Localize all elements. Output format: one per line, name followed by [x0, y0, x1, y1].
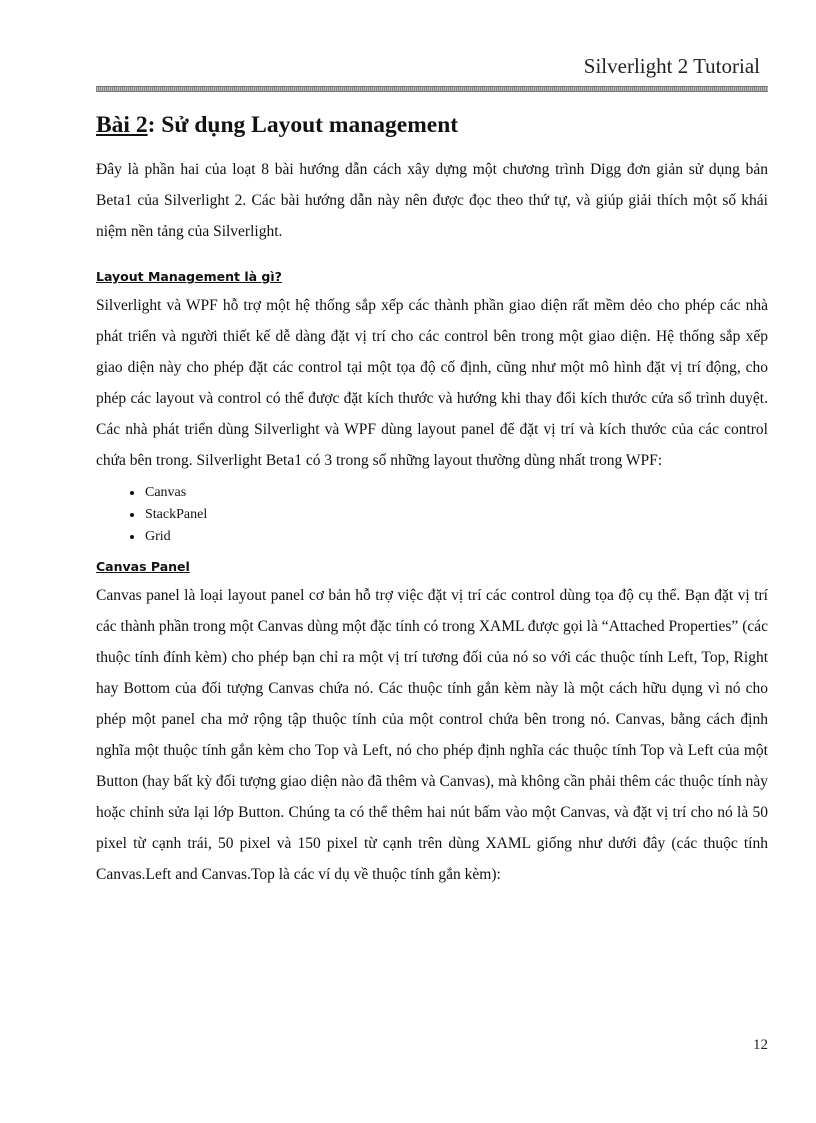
article-title-lesson: Bài 2 — [96, 112, 148, 138]
page-content — [96, 110, 768, 890]
intro-paragraph: Đây là phần hai của loạt 8 bài hướng dẫn cách xây dựng một chương trình Digg đơn giản sử dụng bản Beta1 của Silverlight 2. Các bài hướng dẫn này nên được đọc theo thứ tự, và giúp giải thích một số khái niệm nền tảng của Silverlight. — [96, 161, 768, 240]
article-title-rest: : Sử dụng Layout management — [147, 112, 459, 138]
layout-management-paragraph: Silverlight và WPF hỗ trợ một hệ thống sắp xếp các thành phần giao diện rất mềm dẻo cho phép các nhà phát triển và người thiết kế dễ dàng đặt vị trí cho các control bên trong một giao diện. Hệ thống sắp xếp giao diện này cho phép đặt các control tại một tọa độ cố định, cũng như một mô hình đặt vị trí động, cho phép các layout và control có thể được đặt kích thước và hướng khi thay đổi kích thước cửa sổ trình duyệt. Các nhà phát triển dùng Silverlight và WPF dùng layout panel để đặt vị trí và kích thước của các control chứa bên trong. Silverlight Beta1 có 3 trong số những layout thường dùng nhất trong WPF: — [96, 297, 768, 469]
section-heading-canvas-panel: Canvas Panel — [96, 559, 190, 574]
canvas-panel-paragraph: Canvas panel là loại layout panel cơ bản hỗ trợ việc đặt vị trí các control dùng tọa độ cụ thể. Bạn đặt vị trí các thành phần trong một Canvas dùng một đặc tính có trong XAML được gọi là “Attached Properties” (các thuộc tính đính kèm) cho phép bạn chỉ ra một vị trí tương đối của nó so với các thuộc tính Left, Top, Right hay Bottom của đối tượng Canvas chứa nó. Các thuộc tính gắn kèm này là một cách hữu dụng vì nó cho phép một panel cha mở rộng tập thuộc tính của một control chứa bên trong nó. Canvas, bằng cách định nghĩa một thuộc tính gắn kèm cho Top và Left, nó cho phép định nghĩa các thuộc tính Top và Left của một Button (hay bất kỳ đối tượng giao diện nào đã thêm và Canvas), mà không cần phải thêm các thuộc tính này hoặc chỉnh sửa lại lớp Button. Chúng ta có thể thêm hai nút bấm vào một Canvas, và đặt vị trí cho nó là 50 pixel từ cạnh trái, 50 pixel và 150 pixel từ cạnh trên dùng XAML giống như dưới đây (các thuộc tính Canvas.Left and Canvas.Top là các ví dụ về thuộc tính gắn kèm): — [96, 587, 768, 883]
layout-panel-list — [96, 482, 768, 548]
list-item: • StackPanel — [144, 504, 768, 526]
article-title — [96, 110, 768, 140]
list-item: • Grid — [144, 526, 768, 548]
list-item: • Canvas — [144, 482, 768, 504]
header-rule — [96, 86, 768, 92]
page-number: 12 — [753, 1037, 768, 1053]
section-heading-layout-management: Layout Management là gì? — [96, 269, 282, 284]
running-header: Silverlight 2 Tutorial — [583, 54, 760, 78]
